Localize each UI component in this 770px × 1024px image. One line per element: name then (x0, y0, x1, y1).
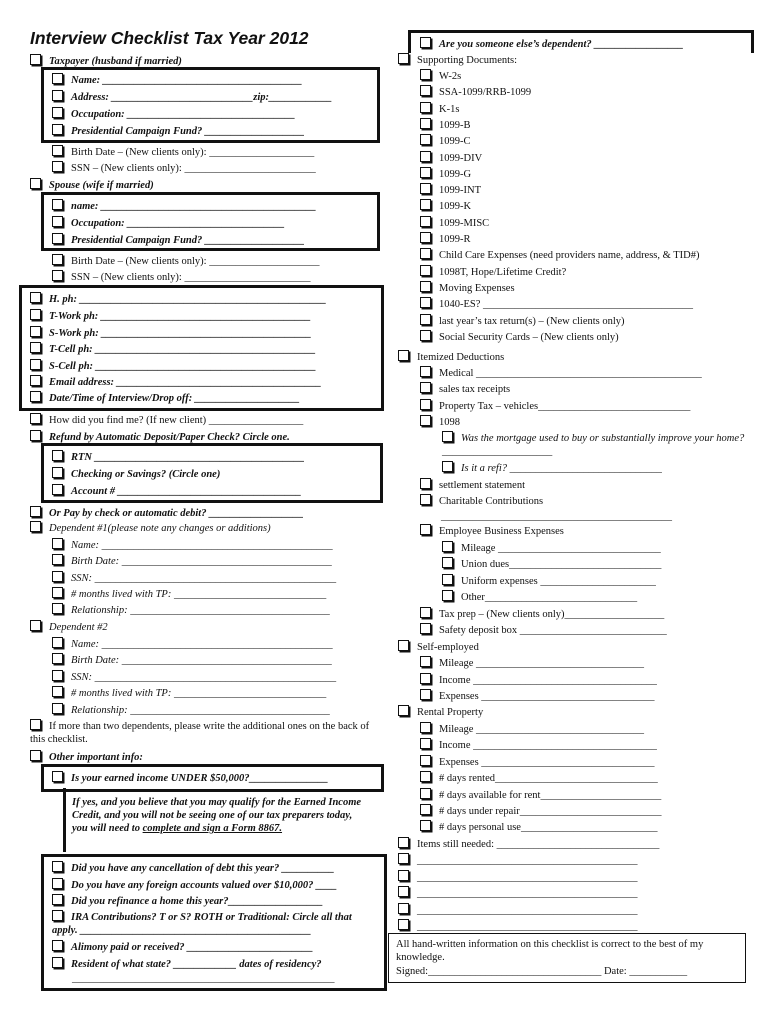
taxpayer-occupation-field: Occupation: ________________________________ (71, 109, 296, 120)
checking-savings-field: Checking or Savings? (Circle one) (71, 469, 221, 480)
checkbox[interactable] (420, 183, 431, 194)
dependent2-birth-field: Birth Date: ________________________________________ (71, 655, 332, 666)
supporting-doc-item (420, 183, 481, 197)
mortgage-question: Was the mortgage used to buy or substantially improve your home? _____________________ (442, 433, 745, 457)
checkbox[interactable] (398, 853, 409, 864)
supporting-doc-item (420, 281, 515, 295)
checkbox[interactable] (52, 894, 63, 905)
blank-line: __________________________________________ (417, 888, 638, 899)
checkbox[interactable] (420, 199, 431, 210)
checkbox[interactable] (420, 524, 431, 535)
checkbox[interactable] (420, 134, 431, 145)
taxpayer-label: Taxpayer (husband if married) (49, 56, 182, 67)
pay-method-field: Or Pay by check or automatic debit? __________________ (49, 508, 304, 519)
supporting-doc-item (420, 134, 471, 148)
supporting-doc-label: W-2s (439, 71, 462, 82)
supporting-doc-item (420, 167, 471, 181)
checkbox[interactable] (442, 431, 453, 442)
dependent1-months-field: # months lived with TP: _____________________________ (71, 589, 327, 600)
days-repair-field: # days under repair___________________________ (439, 806, 662, 817)
itemized-label: Itemized Deductions (417, 352, 505, 363)
supporting-doc-item (420, 248, 700, 262)
checkbox[interactable] (420, 788, 431, 799)
ira-field: IRA Contributions? T or S? ROTH or Traditional: Circle all that apply. ____________________________________________ (52, 912, 352, 936)
checkbox[interactable] (442, 461, 453, 472)
signature-line: Signed:_________________________________ Date: ___________ (396, 966, 688, 977)
checkbox[interactable] (420, 102, 431, 113)
supporting-doc-item (420, 330, 619, 344)
supporting-doc-item (420, 216, 489, 230)
checkbox[interactable] (420, 415, 431, 426)
checkbox[interactable] (52, 571, 63, 582)
eic-note-link: complete and sign a Form 8867. (142, 823, 283, 834)
checkbox[interactable] (30, 391, 41, 402)
days-available-field: # days available for rent_______________________ (439, 790, 662, 801)
residency-field: Resident of what state? ____________ dates of residency? (71, 959, 322, 970)
checkbox[interactable] (30, 178, 41, 189)
checkbox[interactable] (420, 69, 431, 80)
supporting-doc-item (420, 297, 693, 311)
checkbox[interactable] (442, 557, 453, 568)
checkbox[interactable] (52, 587, 63, 598)
checkbox[interactable] (52, 603, 63, 614)
checkbox[interactable] (30, 750, 41, 761)
checkbox[interactable] (420, 216, 431, 227)
supporting-doc-label: K-1s (439, 103, 460, 115)
checkbox[interactable] (420, 673, 431, 684)
s-cell-phone-field: S-Cell ph: __________________________________________ (49, 361, 317, 372)
se-income-field: Income ___________________________________ (439, 675, 657, 686)
dependent1-birth-field: Birth Date: ________________________________________ (71, 556, 332, 567)
debt-cancellation-field: Did you have any cancellation of debt this year? __________ (71, 863, 335, 874)
spouse-name-field: name: _________________________________________ (71, 201, 317, 212)
residency-line: __________________________________________________ (72, 973, 335, 984)
email-field: Email address: _______________________________________ (49, 377, 322, 388)
checkbox[interactable] (52, 145, 63, 156)
sales-tax-label: sales tax receipts (439, 384, 511, 395)
checkbox[interactable] (52, 233, 63, 244)
checkbox[interactable] (420, 689, 431, 700)
blank-line: __________________________________________ (417, 905, 638, 916)
supporting-doc-item (420, 118, 471, 132)
supporting-doc-item (420, 314, 625, 328)
dependent1-label: Dependent #1(please note any changes or additions) (49, 523, 271, 534)
checkbox[interactable] (52, 554, 63, 565)
checkbox[interactable] (30, 413, 41, 424)
supporting-doc-label: Moving Expenses (439, 282, 515, 294)
checkbox[interactable] (52, 107, 63, 118)
checkbox[interactable] (52, 73, 63, 84)
rental-expenses-field: Expenses _________________________________ (439, 757, 655, 768)
checkbox[interactable] (442, 574, 453, 585)
checkbox[interactable] (420, 151, 431, 162)
dependent-question-field: Are you someone else’s dependent? _________________ (439, 39, 684, 50)
supporting-doc-label: Child Care Expenses (need providers name, address, & TID#) (439, 250, 700, 262)
t-work-phone-field: T-Work ph: ________________________________________ (49, 311, 311, 322)
settlement-label: settlement statement (439, 480, 526, 491)
mortgage-row (442, 431, 752, 458)
checkbox[interactable] (420, 771, 431, 782)
checkbox[interactable] (30, 719, 41, 730)
form-1098-label: 1098 (439, 417, 460, 428)
checkbox[interactable] (420, 248, 431, 259)
checkbox[interactable] (52, 254, 63, 265)
supporting-doc-label: Social Security Cards – (New clients only) (439, 331, 619, 343)
uniform-expenses-field: Uniform expenses ______________________ (461, 576, 656, 587)
checkbox[interactable] (30, 359, 41, 370)
supporting-doc-label: 1040-ES? ________________________________________ (439, 299, 694, 311)
taxpayer-ssn-field: SSN – (New clients only): _________________________ (71, 163, 316, 174)
supporting-doc-item (420, 151, 482, 165)
supporting-doc-label: last year’s tax return(s) – (New clients only) (439, 315, 625, 327)
checkbox[interactable] (52, 861, 63, 872)
checkbox[interactable] (420, 167, 431, 178)
checkbox[interactable] (398, 886, 409, 897)
employee-mileage-field: Mileage _______________________________ (461, 543, 661, 554)
spouse-occupation-field: Occupation: ______________________________ (71, 218, 285, 229)
checkbox[interactable] (420, 623, 431, 634)
taxpayer-name-field: Name: ______________________________________ (71, 75, 303, 86)
checkbox[interactable] (52, 637, 63, 648)
checkbox[interactable] (398, 870, 409, 881)
checkbox[interactable] (52, 957, 63, 968)
supporting-doc-label: 1099-DIV (439, 152, 483, 164)
checkbox[interactable] (52, 703, 63, 714)
self-employed-label: Self-employed (417, 642, 479, 653)
dependent1-name-field: Name: ____________________________________________ (71, 540, 333, 551)
certification-text: All hand-written information on this checklist is correct to the best of my knowledge. (396, 939, 704, 963)
checkbox[interactable] (420, 399, 431, 410)
rental-income-field: Income ___________________________________ (439, 740, 657, 751)
checkbox[interactable] (52, 878, 63, 889)
blank-line: __________________________________________ (417, 921, 638, 932)
supporting-doc-label: 1099-MISC (439, 217, 490, 229)
checkbox[interactable] (420, 738, 431, 749)
home-phone-field: H. ph: _______________________________________________ (49, 294, 327, 305)
checkbox[interactable] (52, 90, 63, 101)
checkbox[interactable] (398, 53, 409, 64)
earned-income-field: Is your earned income UNDER $50,000?_______________ (71, 773, 329, 784)
dependent1-ssn-field: SSN: ______________________________________________ (71, 573, 337, 584)
checkbox[interactable] (420, 494, 431, 505)
checkbox[interactable] (420, 755, 431, 766)
checkbox[interactable] (420, 85, 431, 96)
checkbox[interactable] (420, 265, 431, 276)
checkbox[interactable] (30, 309, 41, 320)
s-work-phone-field: S-Work ph: ________________________________________ (49, 328, 312, 339)
medical-field: Medical ___________________________________________ (439, 368, 702, 379)
checkbox[interactable] (52, 910, 63, 921)
checkbox[interactable] (30, 375, 41, 386)
checkbox[interactable] (52, 653, 63, 664)
items-needed-field: Items still needed: _______________________________ (417, 839, 660, 850)
ira-row (52, 910, 372, 937)
supporting-doc-label: 1099-R (439, 234, 471, 245)
checkbox[interactable] (398, 837, 409, 848)
spouse-birth-field: Birth Date – (New clients only): _____________________ (71, 256, 320, 267)
se-expenses-field: Expenses _________________________________ (439, 691, 655, 702)
checkbox[interactable] (420, 722, 431, 733)
spouse-ssn-field: SSN – (New clients only): ________________________ (71, 272, 311, 283)
checkbox[interactable] (420, 804, 431, 815)
t-cell-phone-field: T-Cell ph: __________________________________________ (49, 344, 316, 355)
checkbox[interactable] (30, 620, 41, 631)
checkbox[interactable] (52, 538, 63, 549)
checkbox[interactable] (52, 199, 63, 210)
checkbox[interactable] (420, 314, 431, 325)
checkbox[interactable] (442, 541, 453, 552)
foreign-accounts-field: Do you have any foreign accounts valued over $10,000? ____ (71, 880, 337, 891)
supporting-doc-label: SSA-1099/RRB-1099 (439, 87, 532, 99)
eic-bracket (63, 788, 66, 852)
supporting-doc-item (420, 265, 566, 279)
eic-note-text: If yes, and you believe that you may qualify for the Earned Income Credit, and you will not be seeing one of our tax preparers today, you will need to (72, 797, 362, 834)
supporting-doc-item (420, 102, 459, 116)
taxpayer-heading (30, 54, 182, 68)
supporting-doc-label: 1099-B (439, 119, 471, 131)
rental-label: Rental Property (417, 707, 484, 718)
blank-line: __________________________________________ (417, 872, 638, 883)
checkbox[interactable] (52, 484, 63, 495)
refund-method-label: Refund by Automatic Deposit/Paper Check? Circle one. (49, 432, 290, 443)
rental-mileage-field: Mileage ________________________________ (439, 724, 645, 735)
supporting-doc-label: 1099-INT (439, 185, 481, 197)
checkbox[interactable] (420, 297, 431, 308)
days-rented-field: # days rented_______________________________ (439, 773, 658, 784)
checkbox[interactable] (52, 216, 63, 227)
tax-prep-field: Tax prep – (New clients only)___________________ (439, 609, 665, 620)
dependent2-label: Dependent #2 (49, 622, 108, 633)
dependent2-name-field: Name: ____________________________________________ (71, 639, 333, 650)
checkbox[interactable] (30, 342, 41, 353)
refi-question: Is it a refi? _____________________________ (461, 463, 662, 474)
spouse-campaign-field: Presidential Campaign Fund? ___________________ (71, 235, 305, 246)
checkbox[interactable] (420, 281, 431, 292)
se-mileage-field: Mileage ________________________________ (439, 658, 645, 669)
safety-deposit-field: Safety deposit box ____________________________ (439, 625, 667, 636)
how-find-field: How did you find me? (If new client) __________________ (49, 415, 304, 426)
spouse-label: Spouse (wife if married) (49, 180, 154, 191)
dependent2-ssn-field: SSN: ______________________________________________ (71, 672, 337, 683)
more-dependents-note (30, 719, 370, 746)
alimony-field: Alimony paid or received? ________________________ (71, 942, 314, 953)
more-dependents-text: If more than two dependents, please write the additional ones on the back of this checklist. (30, 721, 370, 745)
checkbox[interactable] (30, 521, 41, 532)
union-dues-field: Union dues_____________________________ (461, 559, 662, 570)
checkbox[interactable] (420, 366, 431, 377)
checkbox[interactable] (30, 430, 41, 441)
checkbox[interactable] (420, 330, 431, 341)
checkbox[interactable] (52, 124, 63, 135)
checkbox[interactable] (398, 705, 409, 716)
checkbox[interactable] (420, 607, 431, 618)
dependent1-relationship-field: Relationship: ______________________________________ (71, 605, 330, 616)
checkbox[interactable] (52, 940, 63, 951)
checkbox[interactable] (52, 270, 63, 281)
supporting-doc-label: 1098T, Hope/Lifetime Credit? (439, 266, 567, 278)
checkbox[interactable] (30, 326, 41, 337)
checkbox[interactable] (52, 670, 63, 681)
checkbox[interactable] (420, 382, 431, 393)
charitable-label: Charitable Contributions (439, 496, 544, 507)
dependent2-months-field: # months lived with TP: _____________________________ (71, 688, 327, 699)
taxpayer-campaign-field: Presidential Campaign Fund? ___________________ (71, 126, 305, 137)
supporting-doc-item (420, 85, 531, 99)
checkbox[interactable] (420, 478, 431, 489)
eic-note (72, 796, 362, 835)
checkbox[interactable] (52, 467, 63, 478)
checkbox[interactable] (30, 54, 41, 65)
checkbox[interactable] (398, 919, 409, 930)
account-field: Account # ___________________________________ (71, 486, 302, 497)
blank-line: __________________________________________ (417, 855, 638, 866)
property-tax-field: Property Tax – vehicles_____________________________ (439, 401, 691, 412)
interview-date-field: Date/Time of Interview/Drop off: ____________________ (49, 393, 300, 404)
taxpayer-birth-field: Birth Date – (New clients only): ____________________ (71, 147, 315, 158)
supporting-doc-label: 1099-G (439, 168, 472, 180)
supporting-doc-item (420, 199, 471, 213)
dependent2-relationship-field: Relationship: ______________________________________ (71, 705, 330, 716)
employee-expenses-label: Employee Business Expenses (439, 526, 564, 537)
refinance-field: Did you refinance a home this year?__________________ (71, 896, 323, 907)
charitable-line: ____________________________________________ (441, 511, 672, 522)
checkbox[interactable] (420, 118, 431, 129)
checkbox[interactable] (30, 506, 41, 517)
other-info-label: Other important info: (49, 752, 143, 763)
days-personal-field: # days personal use__________________________ (439, 822, 658, 833)
checkbox[interactable] (420, 656, 431, 667)
checkbox[interactable] (398, 903, 409, 914)
supporting-doc-label: 1099-C (439, 136, 471, 148)
supporting-doc-label: 1099-K (439, 201, 472, 213)
employee-other-field: Other_____________________________ (461, 592, 638, 603)
supporting-doc-item (420, 232, 471, 246)
checkbox[interactable] (420, 232, 431, 243)
checkbox[interactable] (420, 37, 431, 48)
checkbox[interactable] (52, 450, 63, 461)
rtn-field: RTN ________________________________________ (71, 452, 305, 463)
supporting-docs-label: Supporting Documents: (417, 55, 518, 66)
checkbox[interactable] (52, 161, 63, 172)
checkbox[interactable] (398, 350, 409, 361)
supporting-doc-item (420, 69, 461, 83)
page-title: Interview Checklist Tax Year 2012 (30, 28, 309, 48)
checkbox[interactable] (420, 820, 431, 831)
checkbox[interactable] (398, 640, 409, 651)
checkbox[interactable] (442, 590, 453, 601)
taxpayer-address-field: Address: ___________________________zip:____________ (71, 92, 333, 103)
checkbox[interactable] (52, 686, 63, 697)
checkbox[interactable] (30, 292, 41, 303)
checkbox[interactable] (52, 771, 63, 782)
